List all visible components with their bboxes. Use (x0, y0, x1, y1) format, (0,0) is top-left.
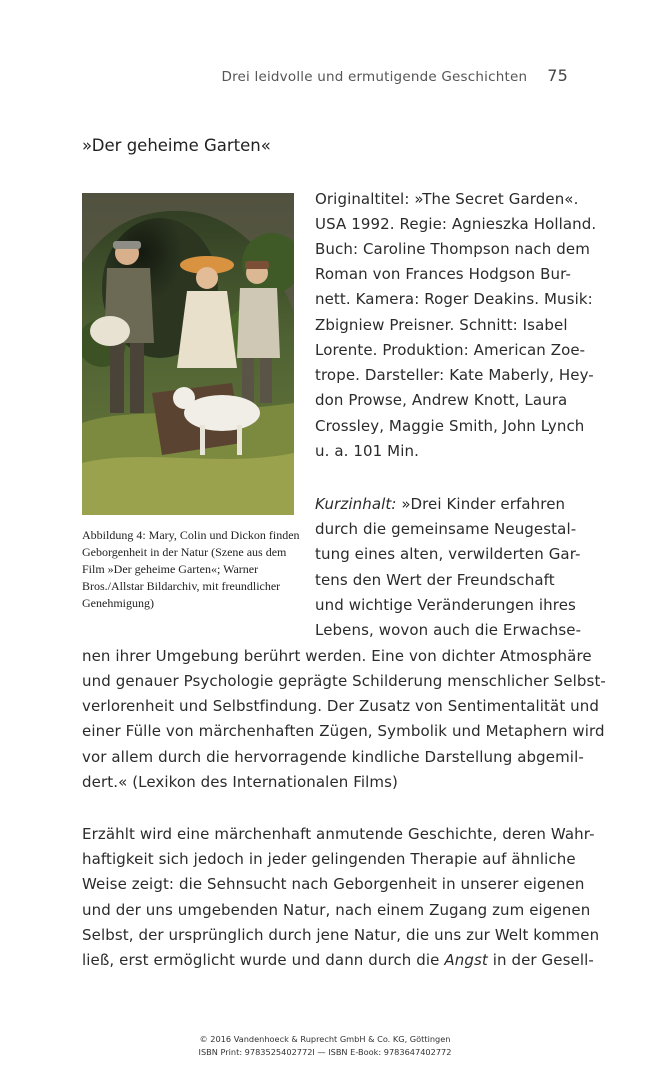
body-last-line (82, 948, 594, 973)
credits-line: USA 1992. Regie: Agnieszka Holland. (315, 215, 597, 233)
body-line: Selbst, der ursprünglich durch jene Natur, die uns zur Welt kommen (82, 926, 600, 944)
footer-isbn: ISBN Print: 9783525402772I — ISBN E-Book: 9783647402772 (198, 1047, 452, 1057)
summary-line: dert.« (Lexikon des Internationalen Films) (82, 773, 398, 791)
body-last-line-end: in der Gesell- (487, 951, 594, 969)
summary-line: nen ihrer Umgebung berührt werden. Eine von dichter Atmosphäre (82, 647, 592, 665)
summary-line: durch die gemeinsame Neugestal- (315, 520, 577, 538)
section-title: »Der geheime Garten« (82, 136, 271, 155)
credits-line: Lorente. Produktion: American Zoe- (315, 341, 586, 359)
credits-line: nett. Kamera: Roger Deakins. Musik: (315, 290, 593, 308)
body-line: haftigkeit sich jedoch in jeder gelingenden Therapie auf ähnliche (82, 850, 576, 868)
credits-line: Crossley, Maggie Smith, John Lynch (315, 417, 585, 435)
body-line: und der uns umgebenden Natur, nach einem Zugang zum eigenen (82, 901, 591, 919)
summary-line: tens den Wert der Freundschaft (315, 571, 555, 589)
summary-line: vor allem durch die hervorragende kindliche Darstellung abgemil- (82, 748, 584, 766)
body-last-line-start: ließ, erst ermöglicht wurde und dann durch die (82, 951, 445, 969)
page-number: 75 (547, 66, 568, 85)
film-still-illustration (82, 193, 294, 515)
credits-line: Originaltitel: »The Secret Garden«. (315, 190, 579, 208)
credits-line: Zbigniew Preisner. Schnitt: Isabel (315, 316, 568, 334)
credits-line: don Prowse, Andrew Knott, Laura (315, 391, 568, 409)
summary-first-line-text: »Drei Kinder erfahren (396, 495, 566, 513)
summary-line: Lebens, wovon auch die Erwachse- (315, 621, 582, 639)
summary-line: verlorenheit und Selbstfindung. Der Zusatz von Sentimentalität und (82, 697, 600, 715)
body-line: Weise zeigt: die Sehnsucht nach Geborgenheit in unserer eigenen (82, 875, 585, 893)
summary-line: tung eines alten, verwilderten Gar- (315, 545, 581, 563)
summary-line: und wichtige Veränderungen ihres (315, 596, 576, 614)
emphasis-angst: Angst (444, 951, 488, 969)
summary-line: einer Fülle von märchenhaften Zügen, Symbolik und Metaphern wird (82, 722, 605, 740)
body-line: Erzählt wird eine märchenhaft anmutende Geschichte, deren Wahr- (82, 825, 595, 843)
film-still-photo (82, 193, 294, 515)
figure-caption-text: Abbildung 4: Mary, Colin und Dickon finden Geborgenheit in der Natur (Szene aus dem Film »Der geheime Garten«; Warner Bros./Allstar Bildarchiv, mit freundlicher Genehmigung) (82, 528, 300, 610)
summary-line: und genauer Psychologie geprägte Schilderung menschlicher Selbst- (82, 672, 606, 690)
figure-caption (82, 527, 304, 612)
running-title: Drei leidvolle und ermutigende Geschichten (221, 69, 528, 85)
credits-line: trope. Darsteller: Kate Maberly, Hey- (315, 366, 594, 384)
summary-first-line (315, 492, 565, 517)
footer (0, 1033, 650, 1059)
summary-label: Kurzinhalt: (315, 495, 397, 513)
credits-line: u. a. 101 Min. (315, 442, 419, 460)
credits-line: Roman von Frances Hodgson Bur- (315, 265, 571, 283)
running-head (0, 66, 568, 85)
credits-line: Buch: Caroline Thompson nach dem (315, 240, 590, 258)
footer-copyright: © 2016 Vandenhoeck & Ruprecht GmbH & Co. KG, Göttingen (199, 1034, 451, 1044)
